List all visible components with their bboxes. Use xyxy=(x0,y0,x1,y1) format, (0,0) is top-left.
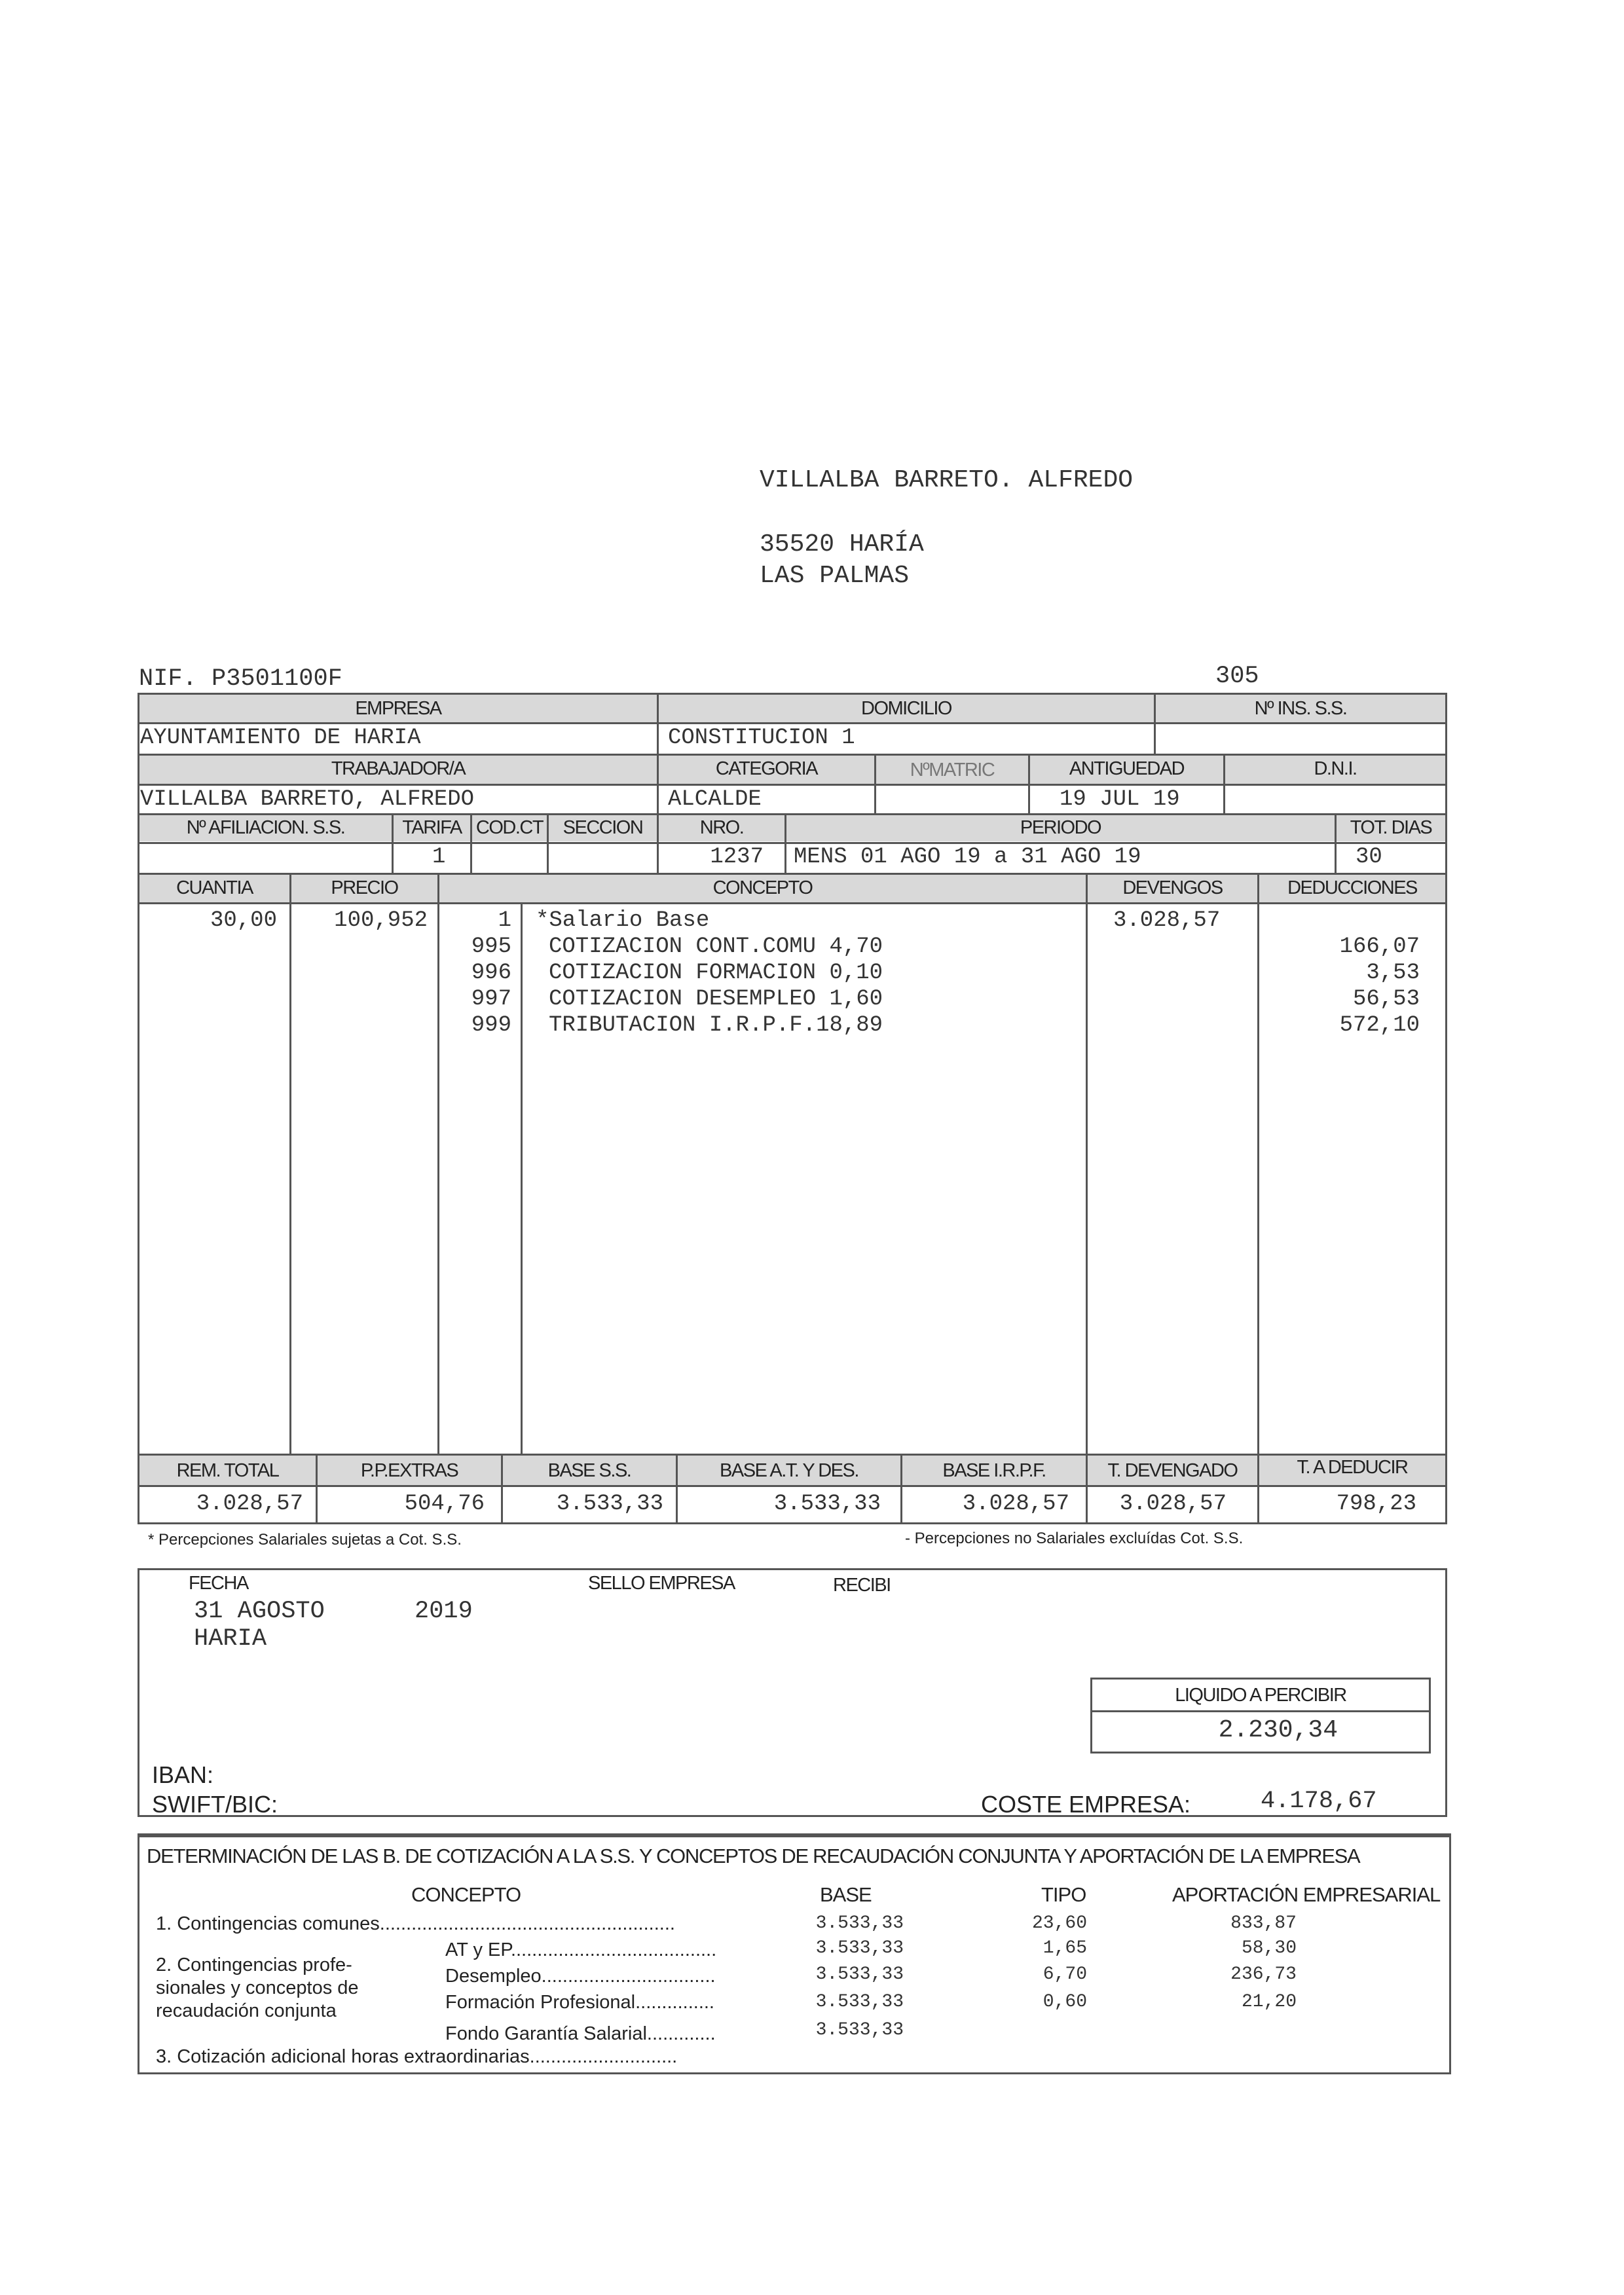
label-periodo: PERIODO xyxy=(1020,817,1101,838)
domicilio-value: CONSTITUCION 1 xyxy=(668,725,855,750)
ref-number: 305 xyxy=(1215,663,1259,690)
categoria-value: ALCALDE xyxy=(668,787,762,812)
label-base-at: BASE A.T. Y DES. xyxy=(720,1460,858,1481)
label-base-ss: BASE S.S. xyxy=(547,1460,631,1481)
cell-code: 1 xyxy=(498,908,511,933)
cell-code: 995 xyxy=(471,934,511,959)
label-rem-total: REM. TOTAL xyxy=(176,1460,279,1481)
row-formacion: Formación Profesional............... xyxy=(445,1992,714,2013)
recipient-city: 35520 HARÍA xyxy=(760,530,924,559)
value-pp-extras: 504,76 xyxy=(404,1492,485,1516)
header-concepto: CONCEPTO xyxy=(411,1883,521,1906)
note-no-salariales: - Percepciones no Salariales excluídas Cot. S.S. xyxy=(905,1530,1244,1547)
liquido-value: 2.230,34 xyxy=(1218,1716,1338,1744)
row-contingencias-profesionales-2: sionales y conceptos de xyxy=(156,1977,359,1998)
label-nro: NRO. xyxy=(699,817,744,838)
cell-concepto: *Salario Base xyxy=(536,908,710,933)
coste-empresa-value: 4.178,67 xyxy=(1261,1788,1377,1815)
label-iban: IBAN: xyxy=(152,1761,214,1788)
row-at-ep: AT y EP....................................... xyxy=(445,1939,717,1960)
base-3: 3.533,33 xyxy=(815,1964,904,1985)
value-t-deducir: 798,23 xyxy=(1336,1492,1416,1516)
label-fecha: FECHA xyxy=(189,1573,248,1594)
note-salariales: * Percepciones Salariales sujetas a Cot. S.S. xyxy=(148,1531,462,1549)
fecha-day: 31 AGOSTO xyxy=(194,1598,325,1625)
label-n-ins-ss: Nº INS. S.S. xyxy=(1254,698,1347,719)
label-tot-dias: TOT. DIAS xyxy=(1350,817,1432,838)
label-t-deducir: T. A DEDUCIR xyxy=(1297,1457,1408,1478)
cell-concepto: COTIZACION CONT.COMU 4,70 xyxy=(549,934,883,959)
cell-deducciones: 572,10 xyxy=(1339,1013,1420,1038)
label-deducciones: DEDUCCIONES xyxy=(1287,877,1417,898)
label-concepto: CONCEPTO xyxy=(712,877,813,898)
label-categoria: CATEGORIA xyxy=(715,758,818,779)
cell-concepto: COTIZACION FORMACION 0,10 xyxy=(549,961,883,985)
fecha-place: HARIA xyxy=(194,1625,267,1653)
label-empresa: EMPRESA xyxy=(355,698,441,719)
label-liquido: LIQUIDO A PERCIBIR xyxy=(1175,1685,1346,1706)
aportacion-1: 833,87 xyxy=(1230,1913,1297,1934)
cell-deducciones: 166,07 xyxy=(1339,934,1420,959)
tipo-4: 0,60 xyxy=(1043,1992,1087,2012)
tarifa-value: 1 xyxy=(432,845,446,870)
header-tipo: TIPO xyxy=(1041,1883,1086,1906)
tot-dias-value: 30 xyxy=(1356,845,1382,870)
label-cuantia: CUANTIA xyxy=(176,877,253,898)
value-rem-total: 3.028,57 xyxy=(196,1492,303,1516)
value-t-devengado: 3.028,57 xyxy=(1119,1492,1227,1516)
label-cod-ct: COD.CT xyxy=(475,817,544,838)
label-dni: D.N.I. xyxy=(1314,758,1357,779)
base-2: 3.533,33 xyxy=(815,1938,904,1958)
cell-code: 997 xyxy=(471,987,511,1012)
label-t-devengado: T. DEVENGADO xyxy=(1107,1460,1238,1481)
antiguedad-value: 19 JUL 19 xyxy=(1060,787,1180,812)
base-5: 3.533,33 xyxy=(815,2020,904,2040)
label-tarifa: TARIFA xyxy=(402,817,462,838)
periodo-value: MENS 01 AGO 19 a 31 AGO 19 xyxy=(794,845,1141,870)
empresa-value: AYUNTAMIENTO DE HARIA xyxy=(140,725,421,750)
tipo-3: 6,70 xyxy=(1043,1964,1087,1985)
row-contingencias-profesionales-1: 2. Contingencias profe- xyxy=(156,1955,352,1975)
cell-concepto: TRIBUTACION I.R.P.F.18,89 xyxy=(549,1013,883,1038)
aportacion-4: 21,20 xyxy=(1241,1992,1297,2012)
fecha-year: 2019 xyxy=(415,1598,473,1625)
label-n-afiliacion: Nº AFILIACION. S.S. xyxy=(186,817,345,838)
value-base-ss: 3.533,33 xyxy=(556,1492,663,1516)
base-4: 3.533,33 xyxy=(815,1992,904,2012)
nro-value: 1237 xyxy=(710,845,764,870)
row-fogasa: Fondo Garantía Salarial............. xyxy=(445,2023,716,2044)
label-n-matric: NºMATRIC xyxy=(910,760,995,780)
label-devengos: DEVENGOS xyxy=(1122,877,1223,898)
label-trabajador: TRABAJADOR/A xyxy=(331,758,466,779)
row-contingencias-profesionales-3: recaudación conjunta xyxy=(156,2000,337,2021)
row-contingencias-comunes: 1. Contingencias comunes........................................................ xyxy=(156,1913,675,1934)
label-recibi: RECIBI xyxy=(833,1575,891,1596)
nif: NIF. P3501100F xyxy=(139,665,342,693)
label-swift: SWIFT/BIC: xyxy=(152,1791,278,1818)
label-precio: PRECIO xyxy=(331,877,398,898)
row-horas-extra: 3. Cotización adicional horas extraordinarias............................ xyxy=(156,2046,678,2067)
header-base: BASE xyxy=(820,1883,872,1906)
trabajador-value: VILLALBA BARRETO, ALFREDO xyxy=(140,787,475,812)
value-base-irpf: 3.028,57 xyxy=(962,1492,1069,1516)
recipient-name: VILLALBA BARRETO. ALFREDO xyxy=(760,466,1134,494)
aportacion-3: 236,73 xyxy=(1230,1964,1297,1985)
determinacion-title: DETERMINACIÓN DE LAS B. DE COTIZACIÓN A LA S.S. Y CONCEPTOS DE RECAUDACIÓN CONJUNTA Y APORTACIÓN DE LA EMPRESA xyxy=(147,1845,1360,1867)
label-base-irpf: BASE I.R.P.F. xyxy=(942,1460,1046,1481)
label-seccion: SECCION xyxy=(563,817,643,838)
tipo-1: 23,60 xyxy=(1031,1913,1087,1934)
cell-concepto: COTIZACION DESEMPLEO 1,60 xyxy=(549,987,883,1012)
label-pp-extras: P.P.EXTRAS xyxy=(360,1460,458,1481)
header-aportacion: APORTACIÓN EMPRESARIAL xyxy=(1172,1883,1441,1906)
aportacion-2: 58,30 xyxy=(1241,1938,1297,1958)
cell-code: 999 xyxy=(471,1013,511,1038)
label-domicilio: DOMICILIO xyxy=(861,698,951,719)
cell-precio: 100,952 xyxy=(334,908,428,933)
label-antiguedad: ANTIGUEDAD xyxy=(1069,758,1185,779)
row-desempleo: Desempleo................................. xyxy=(445,1966,716,1987)
cell-deducciones: 56,53 xyxy=(1352,987,1420,1012)
tipo-2: 1,65 xyxy=(1043,1938,1087,1958)
cell-cuantia: 30,00 xyxy=(210,908,277,933)
label-coste-empresa: COSTE EMPRESA: xyxy=(981,1791,1191,1818)
base-1: 3.533,33 xyxy=(815,1913,904,1934)
cell-code: 996 xyxy=(471,961,511,985)
recipient-province: LAS PALMAS xyxy=(760,562,910,590)
label-sello-empresa: SELLO EMPRESA xyxy=(588,1573,735,1594)
cell-devengos: 3.028,57 xyxy=(1113,908,1221,933)
cell-deducciones: 3,53 xyxy=(1366,961,1420,985)
value-base-at: 3.533,33 xyxy=(773,1492,881,1516)
